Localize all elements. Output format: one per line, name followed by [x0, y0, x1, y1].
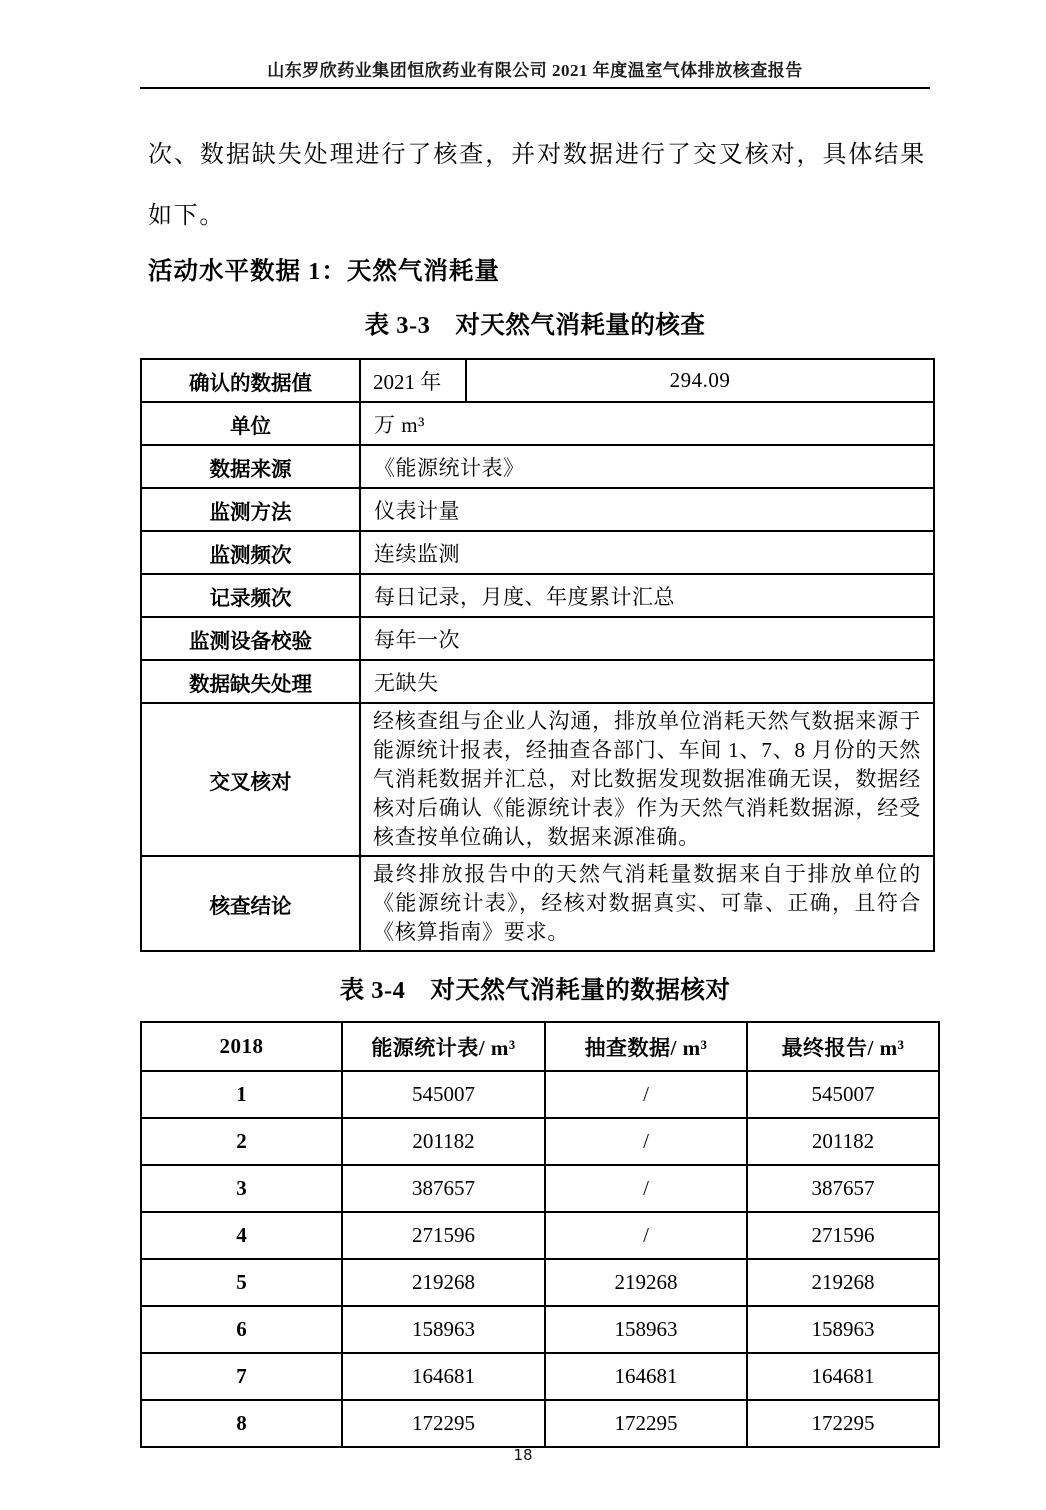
- stat-cell: 387657: [342, 1165, 545, 1212]
- table-row: [141, 531, 934, 574]
- row-label: 核查结论: [141, 856, 360, 951]
- table-row: [141, 402, 934, 445]
- month-cell: 6: [141, 1306, 342, 1353]
- table-row: [141, 1353, 939, 1400]
- row-value: 无缺失: [360, 660, 934, 703]
- row-value: 每日记录，月度、年度累计汇总: [360, 574, 934, 617]
- row-value: 《能源统计表》: [360, 445, 934, 488]
- row-value: 294.09: [466, 359, 934, 402]
- sample-cell: 172295: [545, 1400, 747, 1447]
- stat-cell: 164681: [342, 1353, 545, 1400]
- table-3-3: [140, 358, 935, 952]
- table-3-4: [140, 1021, 940, 1448]
- column-header: 能源统计表/ m³: [342, 1022, 545, 1071]
- month-cell: 7: [141, 1353, 342, 1400]
- table-row: [141, 1165, 939, 1212]
- row-label: 监测设备校验: [141, 617, 360, 660]
- report-cell: 271596: [747, 1212, 939, 1259]
- table-row: [141, 445, 934, 488]
- row-value: 万 m³: [360, 402, 934, 445]
- row-value: 经核查组与企业人沟通，排放单位消耗天然气数据来源于能源统计报表，经抽查各部门、车间 1、7、8 月份的天然气消耗数据并汇总，对比数据发现数据准确无误，数据经核对后确认《能源统计表》作为天然气消耗数据源，经受核查按单位确认，数据来源准确。: [360, 703, 934, 856]
- report-cell: 164681: [747, 1353, 939, 1400]
- table-row: [141, 359, 934, 402]
- table-row: [141, 856, 934, 951]
- header-divider: [140, 87, 930, 89]
- running-header: [140, 0, 930, 89]
- report-cell: 545007: [747, 1071, 939, 1118]
- table-3-4-caption: 表 3-4 对天然气消耗量的数据核对: [339, 977, 731, 1004]
- row-label: 记录频次: [141, 574, 360, 617]
- table-row: [141, 617, 934, 660]
- sample-cell: /: [545, 1071, 747, 1118]
- table-row: [141, 488, 934, 531]
- sample-cell: /: [545, 1212, 747, 1259]
- stat-cell: 219268: [342, 1259, 545, 1306]
- report-cell: 219268: [747, 1259, 939, 1306]
- row-value: 仪表计量: [360, 488, 934, 531]
- report-title: 山东罗欣药业集团恒欣药业有限公司 2021 年度温室气体排放核查报告: [267, 61, 803, 80]
- row-label: 交叉核对: [141, 703, 360, 856]
- month-cell: 3: [141, 1165, 342, 1212]
- report-cell: 201182: [747, 1118, 939, 1165]
- sample-cell: 219268: [545, 1259, 747, 1306]
- report-cell: 172295: [747, 1400, 939, 1447]
- month-cell: 8: [141, 1400, 342, 1447]
- month-cell: 2: [141, 1118, 342, 1165]
- row-label: 确认的数据值: [141, 359, 360, 402]
- table-row: [141, 1400, 939, 1447]
- row-value: 最终排放报告中的天然气消耗量数据来自于排放单位的《能源统计表》，经核对数据真实、可靠、正确，且符合《核算指南》要求。: [360, 856, 934, 951]
- table-row: [141, 1071, 939, 1118]
- report-cell: 387657: [747, 1165, 939, 1212]
- row-label: 监测频次: [141, 531, 360, 574]
- page-content: [140, 0, 930, 1448]
- column-header: 最终报告/ m³: [747, 1022, 939, 1071]
- month-cell: 4: [141, 1212, 342, 1259]
- table-row: [141, 660, 934, 703]
- month-cell: 5: [141, 1259, 342, 1306]
- sample-cell: 164681: [545, 1353, 747, 1400]
- table-row: [141, 574, 934, 617]
- stat-cell: 271596: [342, 1212, 545, 1259]
- table-3-3-caption: 表 3-3 对天然气消耗量的核查: [364, 312, 706, 339]
- row-value: 每年一次: [360, 617, 934, 660]
- column-header: 2018: [141, 1022, 342, 1071]
- table-row: [141, 1118, 939, 1165]
- row-label: 数据缺失处理: [141, 660, 360, 703]
- table-row: [141, 1212, 939, 1259]
- table-row: [141, 1259, 939, 1306]
- body-paragraph: 次、数据缺失处理进行了核查，并对数据进行了交叉核对，具体结果如下。: [148, 142, 926, 229]
- section-heading: 活动水平数据 1：天然气消耗量: [148, 258, 500, 285]
- row-label: 数据来源: [141, 445, 360, 488]
- row-value: 连续监测: [360, 531, 934, 574]
- row-label: 监测方法: [141, 488, 360, 531]
- table-row: [141, 1306, 939, 1353]
- row-label: 单位: [141, 402, 360, 445]
- column-header: 抽查数据/ m³: [545, 1022, 747, 1071]
- sample-cell: /: [545, 1118, 747, 1165]
- month-cell: 1: [141, 1071, 342, 1118]
- stat-cell: 158963: [342, 1306, 545, 1353]
- stat-cell: 172295: [342, 1400, 545, 1447]
- row-year: 2021 年: [360, 359, 466, 402]
- stat-cell: 201182: [342, 1118, 545, 1165]
- stat-cell: 545007: [342, 1071, 545, 1118]
- table-header-row: [141, 1022, 939, 1071]
- page-number: 18: [513, 1446, 533, 1464]
- table-row: [141, 703, 934, 856]
- sample-cell: 158963: [545, 1306, 747, 1353]
- report-cell: 158963: [747, 1306, 939, 1353]
- sample-cell: /: [545, 1165, 747, 1212]
